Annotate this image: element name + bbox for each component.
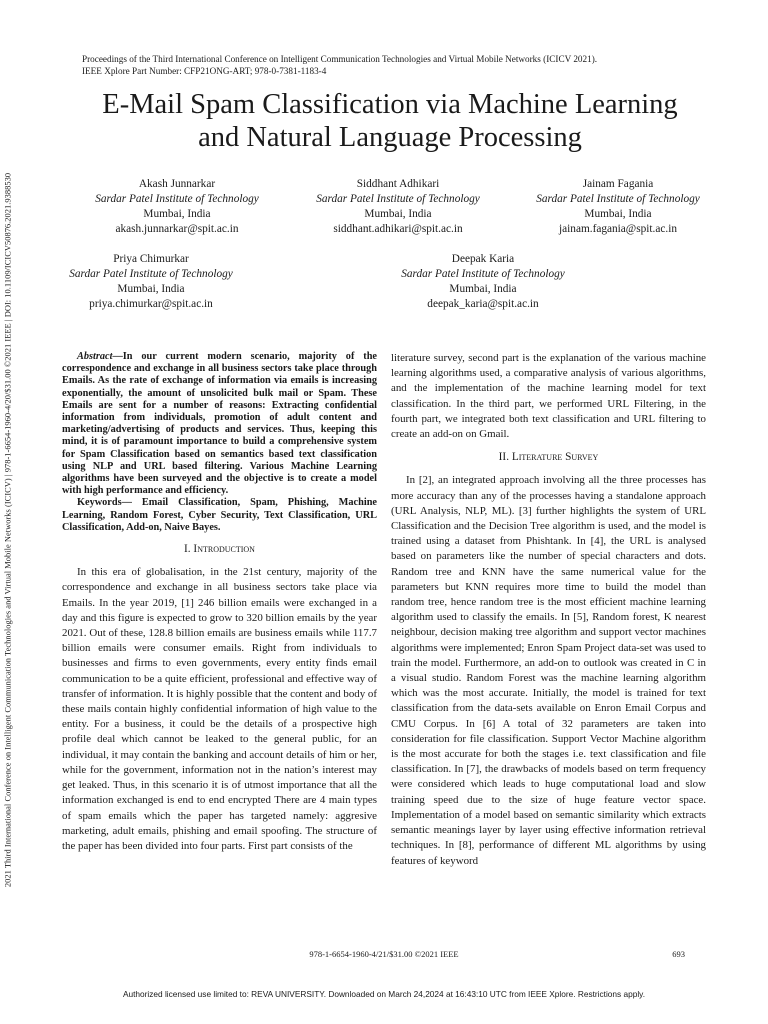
footer-copyright: 978-1-6654-1960-4/21/$31.00 ©2021 IEEE bbox=[309, 949, 459, 959]
author-email: priya.chimurkar@spit.ac.in bbox=[89, 298, 213, 310]
abstract-text: —In our current modern scenario, majority of the correspondence and exchange in all business sectors take place through Emails. As the rate of exchange of information via emails is increasing exponentially, the amount of unsolicited bulk mail or Spam. These Emails are sent for a number of reasons: Extracting confidential information from individuals, promotion of adult content and marketing/advertising of products and services. Thus, keeping this mind, it is of paramount importance to build a comprehensive system for Spam Classification based on semantics based text classification using NLP and URL based filtering. Various Machine Learning algorithms have been surveyed and the objective is to create a model with high performance and efficiency. bbox=[62, 351, 377, 497]
author-block bbox=[288, 177, 508, 237]
introduction-continuation: literature survey, second part is the explanation of the various machine learning algorithms used, a comparative analysis of various algorithms, and the implementation of the machine learning model for text classification. In the third part, we performed URL Filtering, in the fourth part, we integrated both text classification and URL filtering to create an add-on on Gmail. bbox=[391, 352, 706, 441]
author-affiliation: Sardar Patel Institute of Technology bbox=[401, 268, 565, 280]
author-email: jainam.fagania@spit.ac.in bbox=[559, 223, 677, 235]
doi-sidebar bbox=[1, 100, 15, 960]
author-block bbox=[41, 252, 261, 312]
author-email: siddhant.adhikari@spit.ac.in bbox=[333, 223, 463, 235]
page-number: 693 bbox=[672, 949, 685, 959]
author-block bbox=[373, 252, 593, 312]
left-column bbox=[62, 351, 377, 854]
author-location: Mumbai, India bbox=[117, 283, 185, 295]
author-name: Akash Junnarkar bbox=[138, 178, 216, 190]
author-name: Deepak Karia bbox=[451, 253, 515, 265]
author-location: Mumbai, India bbox=[143, 208, 211, 220]
author-affiliation: Sardar Patel Institute of Technology bbox=[69, 268, 233, 280]
author-location: Mumbai, India bbox=[449, 283, 517, 295]
literature-survey-text: In [2], an integrated approach involving all the three processes has more accuracy than any of the processes having a standalone approach (URL Analysis, NLP, ML). [3] further highlights the system of URL Classification and the Decision Tree algorithm is used, and the model is trained using a dataset from Phishtank. In [4], the URL is analysed based on parameters like the number of special characters and dots. Random tree and KNN have the same numerical value for the parameters but KNN requires more time to build the model than random tree, hence random tree is the most efficient machine learning algorithm used to classify the emails. In [5], Random forest, K nearest neighbour, decision making tree algorithm and support vector machines algorithms were implemented; Enron Spam Project data-set was used to train the model. Furthermore, an add-on to outlook was created in C in a visual studio. Random Forest was the machine learning algorithm which was the most accurate. Initially, the model is trained for text classification from the data-sets available on Enron Email Corpus and CMU Corpus. In [6] A total of 32 parameters are taken into consideration for file classification. Support Vector Machine algorithm is the most accurate for both the stages i.e. text classification and file classification. In [7], the drawbacks of models based on term frequency were considered which leads to huge computational load and slow training speed due to the size of huge feature vector space. Implementation of a model based on semantic similarity which extracts semantic meanings layer by layer using effective information retrieval techniques. In [8], performance of different ML algorithms by using features of keyword bbox=[391, 474, 706, 867]
section-heading-introduction: I. Introduction bbox=[184, 543, 255, 556]
part-number-line: IEEE Xplore Part Number: CFP21ONG-ART; 978-0-7381-1183-4 bbox=[82, 66, 327, 76]
author-block bbox=[67, 177, 287, 237]
title-line-1: E-Mail Spam Classification via Machine Learning bbox=[102, 89, 678, 120]
author-name: Priya Chimurkar bbox=[113, 253, 189, 265]
section-heading-literature-survey: II. Literature Survey bbox=[498, 451, 599, 464]
author-affiliation: Sardar Patel Institute of Technology bbox=[536, 193, 700, 205]
author-name: Jainam Fagania bbox=[582, 178, 654, 190]
author-email: akash.junnarkar@spit.ac.in bbox=[115, 223, 239, 235]
title-line-2: and Natural Language Processing bbox=[198, 122, 582, 153]
proceedings-header bbox=[82, 53, 722, 77]
license-notice: Authorized licensed use limited to: REVA UNIVERSITY. Downloaded on March 24,2024 at 16:43:10 UTC from IEEE Xplore. Restrictions apply. bbox=[122, 989, 646, 999]
author-block bbox=[508, 177, 728, 237]
right-column bbox=[391, 351, 706, 869]
paper-title bbox=[40, 88, 740, 154]
doi-sidebar-text: 2021 Third International Conference on Intelligent Communication Technologies and Virtual Mobile Networks (ICICV) | 978-1-6654-1960-4/20/$31.00 ©2021 IEEE | DOI: 10.1109/ICICV50876.2021.9388530 bbox=[3, 172, 13, 888]
author-email: deepak_karia@spit.ac.in bbox=[427, 298, 539, 310]
author-location: Mumbai, India bbox=[584, 208, 652, 220]
author-name: Siddhant Adhikari bbox=[356, 178, 440, 190]
proceedings-line: Proceedings of the Third International Conference on Intelligent Communication Technologies and Virtual Mobile Networks (ICICV 2021). bbox=[82, 54, 598, 64]
author-location: Mumbai, India bbox=[364, 208, 432, 220]
author-affiliation: Sardar Patel Institute of Technology bbox=[316, 193, 480, 205]
keywords: Keywords— Email Classification, Spam, Phishing, Machine Learning, Random Forest, Cyber Security, Text Classification, URL Classification, Add-on, Naive Bayes. bbox=[62, 497, 377, 533]
abstract-label: Abstract bbox=[77, 351, 113, 362]
introduction-text: In this era of globalisation, in the 21st century, majority of the correspondence and exchange in all business sectors take place via Emails. In the year 2019, [1] 246 billion emails were exchanged in a day and this figure is expected to grow to 320 billion emails by the year 2021. Out of these, 128.8 billion emails are business emails while 117.7 billion emails were consumer emails. Right from individuals to businesses and firms to even governments, every entity finds email communication to be a quite efficient, professional and effective way of transfer of information. It is highly possible that the content and body of these mails contain highly confidential information of high value to the entity. For a business, it could be the details of a prospective high profile deal which cannot be leaked to the general public, for an individual, it may contain the banking and account details of him or her, while for the government, information not in the nation’s interest may get leaked. Thus, in this scenario it is of utmost importance that all the information exchanged is end to end encrypted There are 4 main types of spam emails which the paper has targeted namely: aggresive marketing, adult emails, phishing and email spoofing. The structure of the paper has been divided into four parts. First part consists of the bbox=[62, 566, 377, 852]
author-affiliation: Sardar Patel Institute of Technology bbox=[95, 193, 259, 205]
abstract bbox=[62, 351, 377, 497]
